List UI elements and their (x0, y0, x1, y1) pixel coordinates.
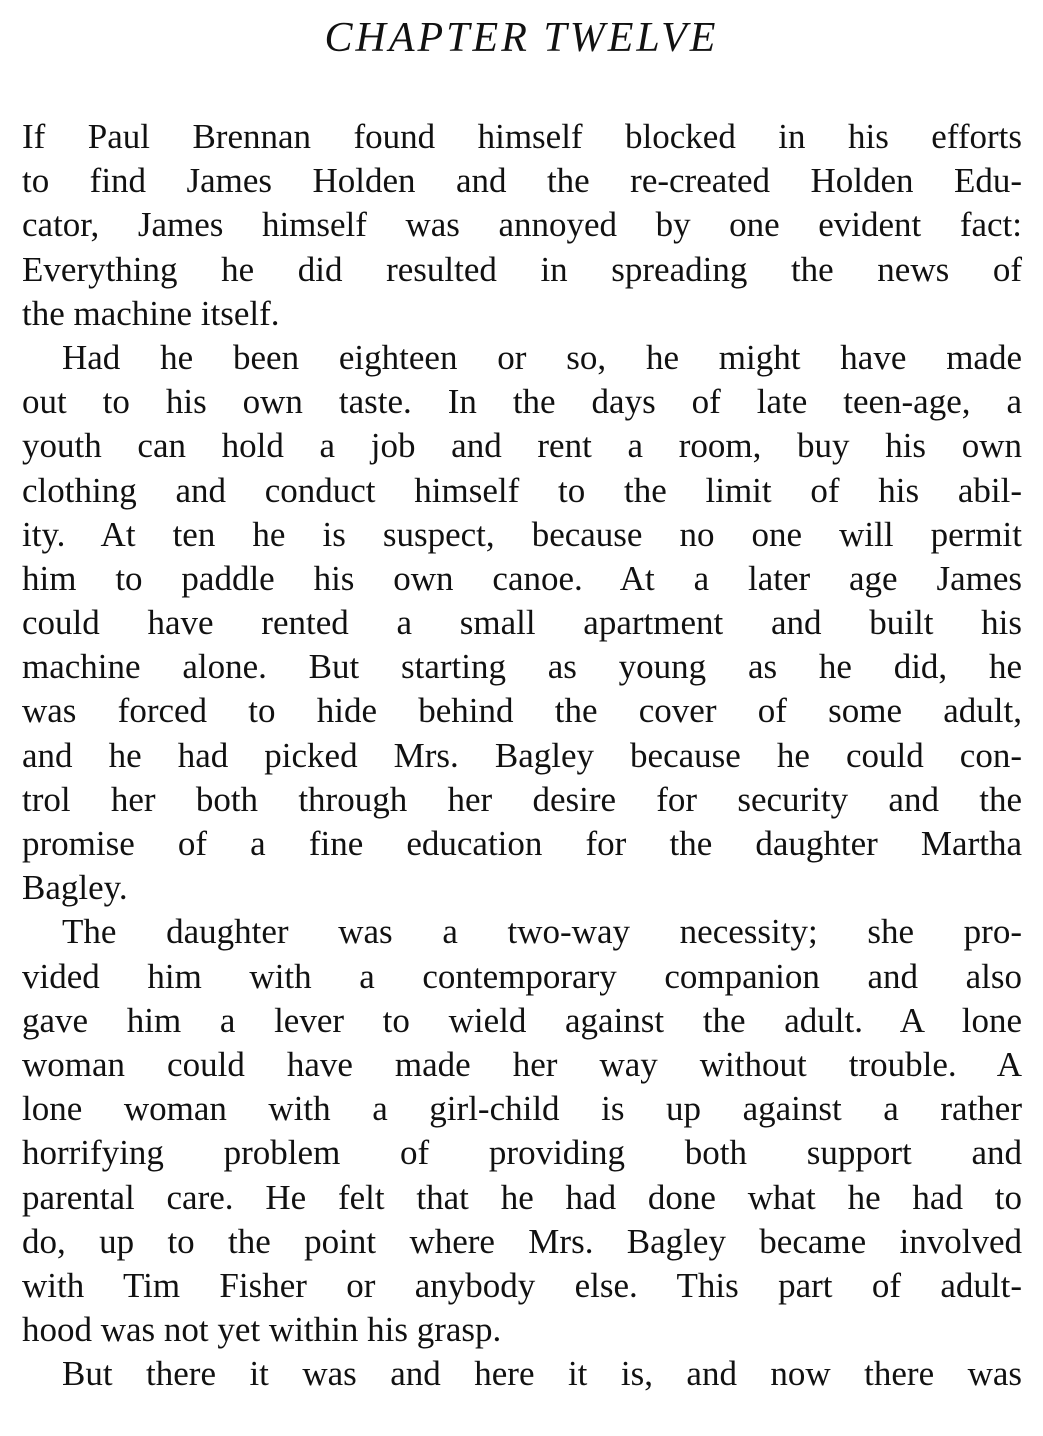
text-line: could have rented a small apartment and built his (22, 603, 1022, 643)
text-line: machine alone. But starting as young as he did, he (22, 647, 1022, 687)
paragraph (22, 1352, 1022, 1396)
text-line: If Paul Brennan found himself blocked in his efforts (22, 117, 1022, 156)
text-line: woman could have made her way without trouble. A (22, 1044, 1022, 1084)
text-line: do, up to the point where Mrs. Bagley became involved (22, 1221, 1022, 1261)
chapter-body (22, 115, 1022, 1396)
text-line: was forced to hide behind the cover of some adult, (22, 691, 1022, 731)
text-line: lone woman with a girl-child is up against a rather (22, 1089, 1022, 1129)
text-line: Everything he did resulted in spreading the news of (22, 249, 1022, 289)
text-line: with Tim Fisher or anybody else. This part of adult- (22, 1265, 1022, 1305)
paragraph (22, 115, 1022, 336)
text-line: Bagley. (22, 868, 128, 908)
text-line: clothing and conduct himself to the limit of his abil- (22, 470, 1022, 510)
text-line: and he had picked Mrs. Bagley because he could con- (22, 735, 1022, 775)
text-line: promise of a fine education for the daughter Martha (22, 824, 1022, 863)
text-line: gave him a lever to wield against the adult. A lone (22, 1000, 1022, 1040)
text-line: But there it was and here it is, and now there was (62, 1354, 1022, 1394)
text-line: The daughter was a two-way necessity; she pro- (62, 912, 1022, 952)
text-line: him to paddle his own canoe. At a later age James (22, 558, 1022, 598)
text-line: the machine itself. (22, 293, 280, 333)
text-line: hood was not yet within his grasp. (22, 1310, 502, 1350)
text-line: youth can hold a job and rent a room, buy his own (22, 426, 1022, 466)
paragraph (22, 910, 1022, 1352)
text-line: out to his own taste. In the days of late teen-age, a (22, 382, 1022, 422)
text-line: vided him with a contemporary companion and also (22, 956, 1022, 996)
text-line: Had he been eighteen or so, he might have made (62, 337, 1022, 377)
text-line: trol her both through her desire for security and the (22, 779, 1022, 819)
text-line: horrifying problem of providing both support and (22, 1133, 1022, 1173)
text-line: to find James Holden and the re-created Holden Edu- (22, 161, 1022, 201)
text-line: cator, James himself was annoyed by one evident fact: (22, 205, 1022, 245)
paragraph (22, 336, 1022, 910)
text-line: ity. At ten he is suspect, because no one will permit (22, 514, 1022, 554)
text-line: parental care. He felt that he had done what he had to (22, 1177, 1022, 1217)
chapter-title: CHAPTER TWELVE (324, 15, 719, 61)
